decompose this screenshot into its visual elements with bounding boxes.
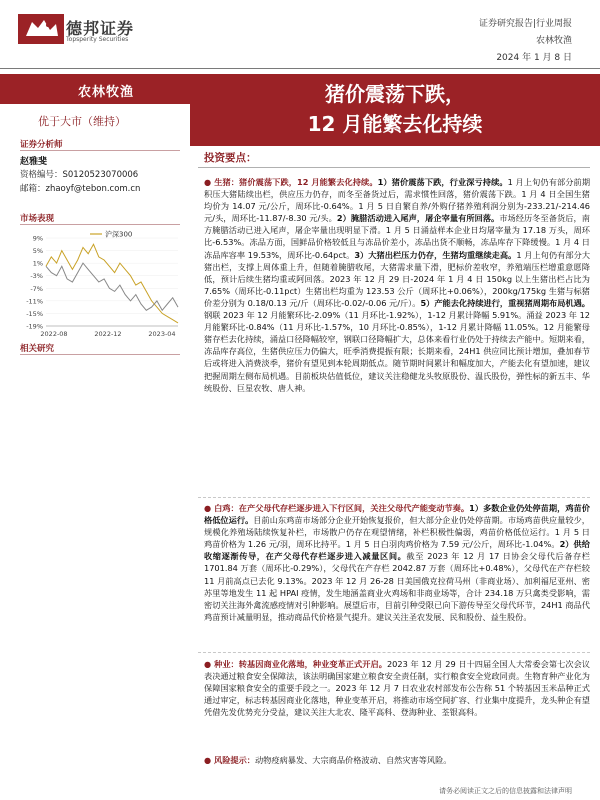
company-name: 德邦证券: [66, 19, 135, 38]
related-divider: [20, 354, 180, 355]
body-text: 1 月上旬仍有部分大猪出栏，支撑上周体重上升，但随着腌腊收尾，大猪需求量下滑，肥标价差收窄，养殖端压栏增重意愿降低，预计后续生猪均重或阿回落。2023 年 12 月 29 日-2024 年 1 月 4 日 150kg 以上生猪出栏占比为 7.65%（周环比-0.11pct）生猪出栏均重为 123.53 公斤（周环比+0.06%），200kg/175kg 生猪与标猪价差分别为 0.18/0.13 元/斤（周环比-0.02/-0.06 元/斤）。: [204, 249, 591, 308]
market-divider: [20, 224, 180, 225]
analyst-name: 赵雅斐: [20, 157, 48, 167]
y-tick-label: -15%: [26, 309, 43, 318]
body-text: 动物疫病暴发、大宗商品价格波动、自然灾害等风险。: [254, 755, 452, 765]
y-tick-label: 1%: [32, 259, 43, 268]
section-separator: [198, 652, 590, 653]
y-tick-label: -7%: [30, 284, 43, 293]
body-text: 市场经历冬至备货后，南方腌腊活动已进入尾声，屠企宰量出现明显下滑。1 月 5 日涌益样本企业日均屠宰量为 17.18 万头，周环比-6.53%。冻品方面，国鲜品价格较低且与冻品价差小，冻品出货不顺畅，冻品库存下降缓慢。1 月 4 日冻品库容率 19.53%，周环比-0.64pct。: [204, 213, 590, 260]
related-heading: 相关研究: [20, 344, 55, 354]
series-line-1: [46, 244, 178, 323]
sector-band: [0, 74, 190, 104]
y-tick-label: -11%: [26, 297, 43, 306]
body-text: 截至 2023 年 12 月 17 日协会父母代后备存栏 1701.84 万套（周环比-0.29%），父母代在产存栏 2042.87 万套（周环比+0.48%），父母代在产存栏较 11 月前高点已去化 9.13%。2023 年 12 月 26-28 日美国俄克拉荷马州（非商业场）、加利福尼亚州、密苏里等地发生 11 起 HPAI 疫情，发生地涵盖商业火鸡场和非商业场等，合计 234.18 万只禽类受影响，需密切关注海外禽流感疫情对引种影响。展望后市，目前引种受限已向下游传导至父母代环节，24H1 商品代鸡苗预计减量明显，推动商品代价格景气提升。建议关注圣农发展、民和股份、益生股份。: [204, 551, 590, 622]
section-headline: 转基因商业化落地，种业变革正式开启。: [238, 659, 387, 669]
report-date: 2024 年 1 月 8 日: [496, 53, 572, 63]
section-headline: 在产父母代存栏逐步进入下行区间，关注父母代产能变动节奏。: [238, 503, 470, 513]
sector-label: 农林牧渔: [78, 85, 135, 100]
analyst-email[interactable]: 邮箱：zhaoyf@tebon.com.cn: [20, 184, 141, 194]
section-lead: 生猪：: [214, 177, 240, 187]
report-type: 证券研究报告|行业周报: [478, 19, 572, 29]
bullet-icon: ●: [204, 659, 215, 669]
bold-point: 1）猪价震荡下跌，行业深亏持续。: [377, 177, 508, 187]
section-headline: 猪价震荡下跌，12 月能繁去化持续。: [239, 177, 378, 187]
y-tick-label: -3%: [30, 272, 43, 281]
section-risk: [204, 754, 590, 766]
body-text: 1 月上旬仍有部分前期积压大猪陆续出栏，供应压力仍存，而冬至备货过后，需求惯性回落，猪价震荡下跌。1 月 4 日全国生猪均价为 14.07 元/公斤，周环比-0.64%。1 月 5 日自繁自养/外购仔猪养殖利润分别为-233.21/-214.46 元/头，周环比-11.87/-8.30 元/头。: [204, 177, 591, 224]
bullet-icon: ●: [204, 755, 214, 765]
company-name-en: Topsperity Securities: [66, 36, 129, 43]
analyst-heading: 证券分析师: [20, 140, 63, 150]
body-text: 目前山东鸡苗市场部分企业开始恢复报价，但大部分企业仍处停苗期。市场鸡苗供应量较少，规模化养殖场陆续恢复补栏，市场散户仍存在观望情绪，补栏积极性偏弱，鸡苗价格低位运行。1 月 5 日鸡苗价格为 1.26 元/羽，周环比持平。1 月 5 日白羽肉鸡价格为 7.59 元/公斤，周环比-1.04%。: [204, 515, 590, 550]
section-lead: 白鸡：: [214, 503, 239, 513]
analyst-divider: [20, 150, 180, 151]
report-title-line1: 猪价震荡下跌，: [325, 82, 465, 106]
market-heading: 市场表现: [20, 214, 55, 224]
x-tick-label: 2023-04: [148, 330, 176, 338]
section-lead: 风险提示：: [214, 755, 255, 765]
company-logo-icon: [18, 14, 64, 44]
footer-disclaimer: 请务必阅读正文之后的信息披露和法律声明: [439, 787, 572, 795]
key-points-divider: [198, 167, 590, 168]
legend-label: 沪深300: [105, 230, 133, 239]
market-performance-chart: [16, 226, 188, 344]
bold-point: 2）腌腊活动进入尾声，屠企宰量有所回落。: [336, 213, 500, 224]
y-tick-label: 9%: [32, 234, 43, 243]
bold-point: 5）产能去化持续进行，重视猪周期布局机遇。: [420, 297, 590, 308]
bold-point: 3）大猪出栏压力仍存，生猪均重继续走高。: [354, 249, 517, 260]
body-text: 钢联 2023 年 12 月能繁环比-2.09%（11 月环比-1.92%），1-12 月累计降幅 5.91%。涌益 2023 年 12 月能繁环比-0.84%（11 月环比-1.57%，10 月环比-0.85%），1-12 月累计降幅 11.05%。12 月能繁母猪存栏去化持续，涌益口径降幅较窄，钢联口径降幅扩大，总体来看行业仍处于持续去产能中。短期来看，冻品库存高位，生猪供应压力仍偏大，旺季消费提振有限；长期来看，24H1 供应同比预计增加，叠加春节后或将进入消费淡季，猪价有望见到本轮周期低点。随节期时间累计和幅度加大，产能去化有望加速，建议把握周期左侧布局机遇。目前板块估值低位，建议关注稳健龙头牧原股份、温氏股份，弹性标的新五丰、华统股份、巨星农牧、唐人神。: [204, 310, 590, 393]
bold-point: 1）多数企业仍处停苗期，鸡苗价格低位运行。: [204, 503, 590, 526]
header-divider: [0, 68, 600, 69]
x-tick-label: 2022-12: [94, 330, 122, 338]
key-points-heading: 投资要点：: [204, 152, 257, 164]
section-separator: [198, 497, 590, 498]
y-tick-label: -19%: [26, 322, 43, 331]
section-seed: [204, 658, 590, 718]
bullet-icon: ●: [204, 177, 215, 187]
bold-point: 2）供给收缩逐渐传导，在产父母代存栏逐步进入减量区间。: [204, 539, 590, 562]
analyst-cert: 资格编号：S0120523070006: [20, 170, 139, 180]
section-lead: 种业：: [214, 659, 239, 669]
bullet-icon: ●: [204, 503, 215, 513]
rating: 优于大市（维持）: [38, 115, 126, 128]
body-text: 2023 年 12 月 29 日十四届全国人大常委会第七次会议表决通过粮食安全保障法，该法明确国家建立粮食安全责任制，实行粮食安全党政同责。生物育种产业化为保障国家粮食安全的重要手段之一。2023 年 12 月 7 日农业农村部发布公告称 51 个转基因玉米品种正式通过审定，标志转基因商业化落地，种业变革开启，将推动市场空间扩容、行业集中度提升，龙头种企有望凭借先发优势充分受益，建议关注大北农、隆平高科、登海种业、荃银高科。: [204, 659, 590, 718]
section-hog: [204, 176, 590, 394]
report-industry: 农林牧渔: [535, 36, 572, 46]
y-tick-label: 5%: [32, 247, 43, 256]
report-title-line2: 12 月能繁去化持续: [307, 112, 483, 136]
section-broiler: [204, 502, 590, 623]
x-tick-label: 2022-08: [40, 330, 68, 338]
